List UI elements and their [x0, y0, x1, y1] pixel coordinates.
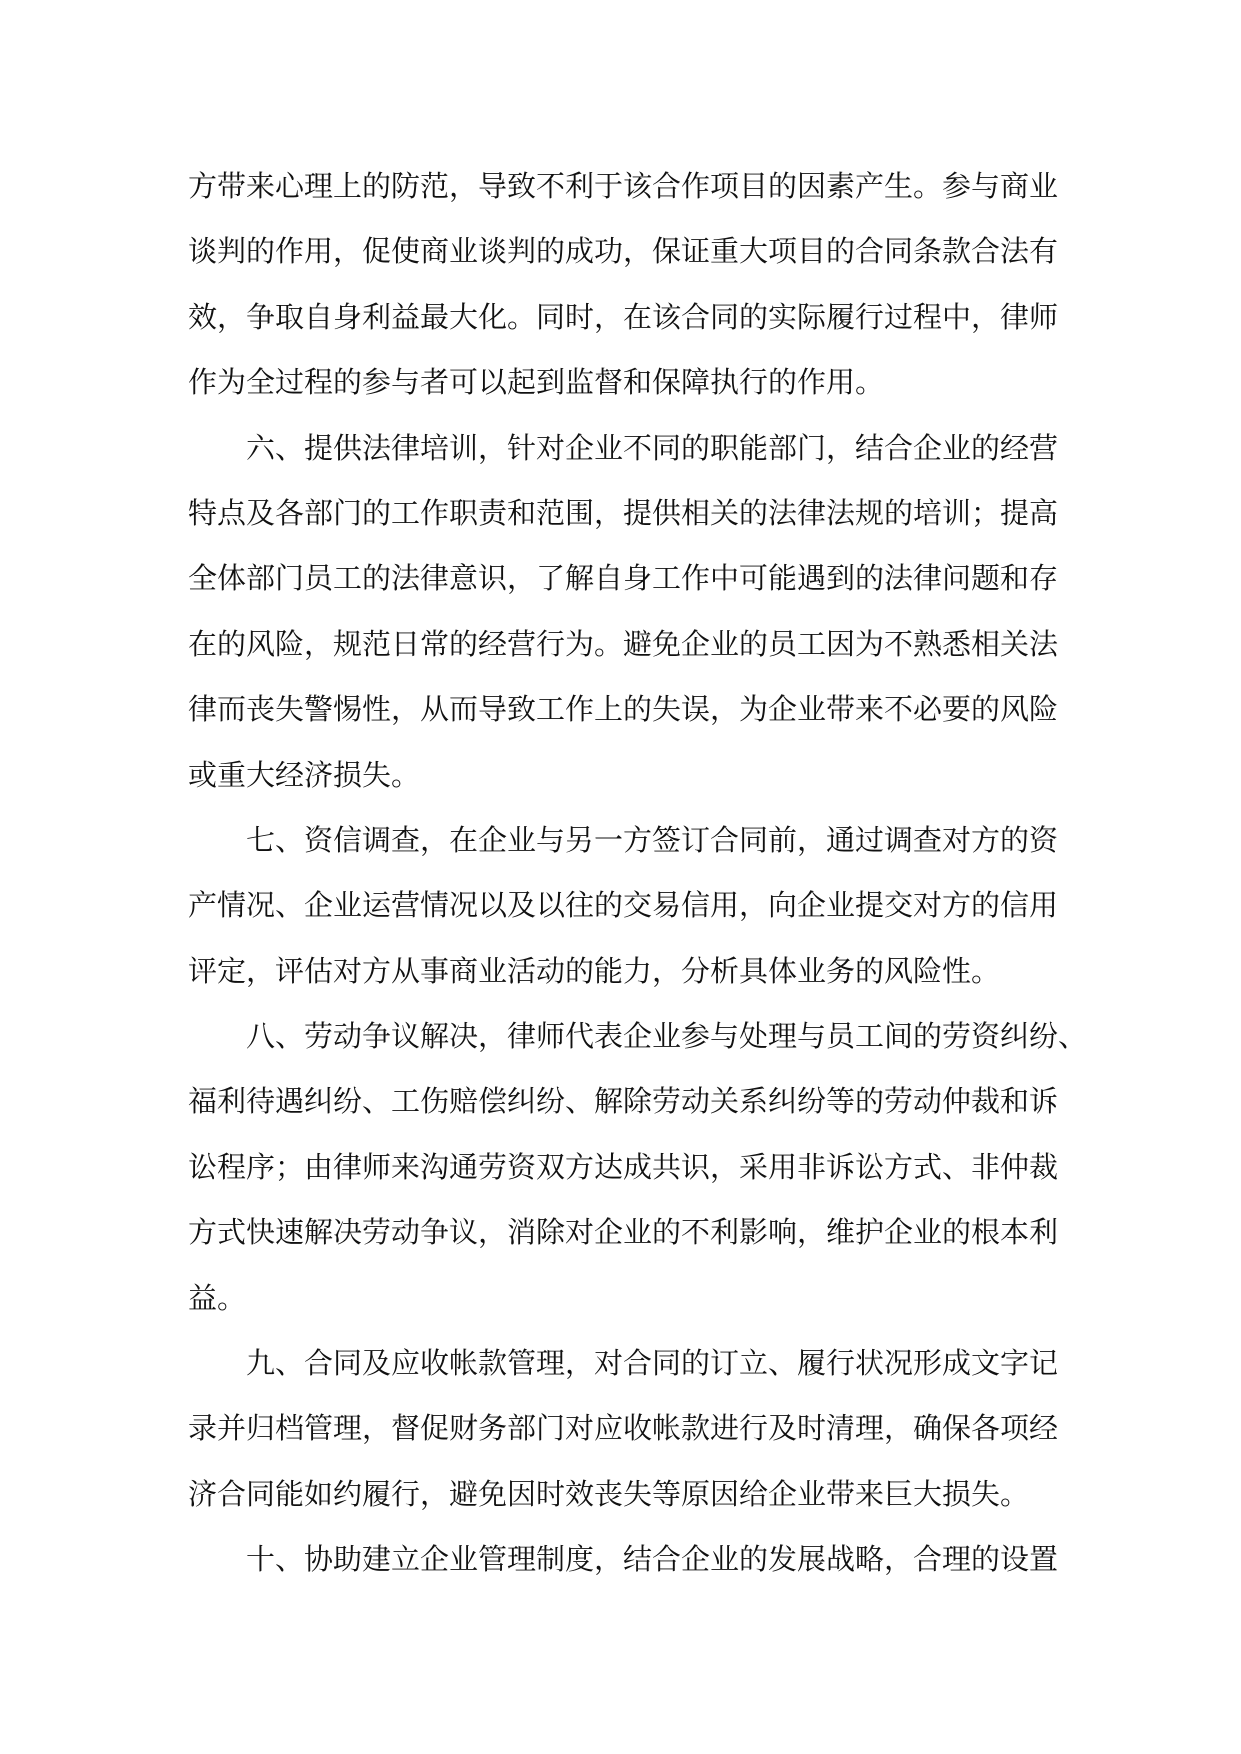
- text-line: 益。: [188, 1280, 247, 1315]
- text-line: 或重大经济损失。: [188, 757, 421, 792]
- text-line: 谈判的作用，促使商业谈判的成功，保证重大项目的合同条款合法有: [188, 234, 1059, 269]
- text-line: 七、资信调查，在企业与另一方签订合同前，通过调查对方的资: [188, 822, 1059, 857]
- text-line: 录并归档管理，督促财务部门对应收帐款进行及时清理，确保各项经: [188, 1411, 1059, 1446]
- text-line: 效，争取自身利益最大化。同时，在该合同的实际履行过程中，律师: [188, 299, 1059, 334]
- text-line: 作为全过程的参与者可以起到监督和保障执行的作用。: [188, 365, 885, 400]
- text-line: 在的风险，规范日常的经营行为。避免企业的员工因为不熟悉相关法: [188, 626, 1059, 661]
- text-line: 济合同能如约履行，避免因时效丧失等原因给企业带来巨大损失。: [188, 1476, 1030, 1511]
- text-line: 产情况、企业运营情况以及以往的交易信用，向企业提交对方的信用: [188, 888, 1059, 923]
- text-line: 全体部门员工的法律意识，了解自身工作中可能遇到的法律问题和存: [188, 561, 1059, 596]
- text-line: 评定，评估对方从事商业活动的能力，分析具体业务的风险性。: [188, 953, 1001, 988]
- text-line: 八、劳动争议解决，律师代表企业参与处理与员工间的劳资纠纷、: [188, 1019, 1088, 1054]
- text-line: 律而丧失警惕性，从而导致工作上的失误，为企业带来不必要的风险: [188, 692, 1059, 727]
- text-line: 方式快速解决劳动争议，消除对企业的不利影响，维护企业的根本利: [188, 1215, 1059, 1250]
- text-line: 六、提供法律培训，针对企业不同的职能部门，结合企业的经营: [188, 430, 1059, 465]
- text-line: 福利待遇纠纷、工伤赔偿纠纷、解除劳动关系纠纷等的劳动仲裁和诉: [188, 1084, 1059, 1119]
- text-line: 十、协助建立企业管理制度，结合企业的发展战略，合理的设置: [188, 1542, 1059, 1577]
- text-line: 特点及各部门的工作职责和范围，提供相关的法律法规的培训；提高: [188, 495, 1059, 530]
- text-line: 方带来心理上的防范，导致不利于该合作项目的因素产生。参与商业: [188, 169, 1059, 203]
- text-line: 讼程序；由律师来沟通劳资双方达成共识，采用非诉讼方式、非仲裁: [188, 1149, 1059, 1184]
- text-line: 九、合同及应收帐款管理，对合同的订立、履行状况形成文字记: [188, 1346, 1059, 1381]
- document-body: [188, 154, 1088, 1593]
